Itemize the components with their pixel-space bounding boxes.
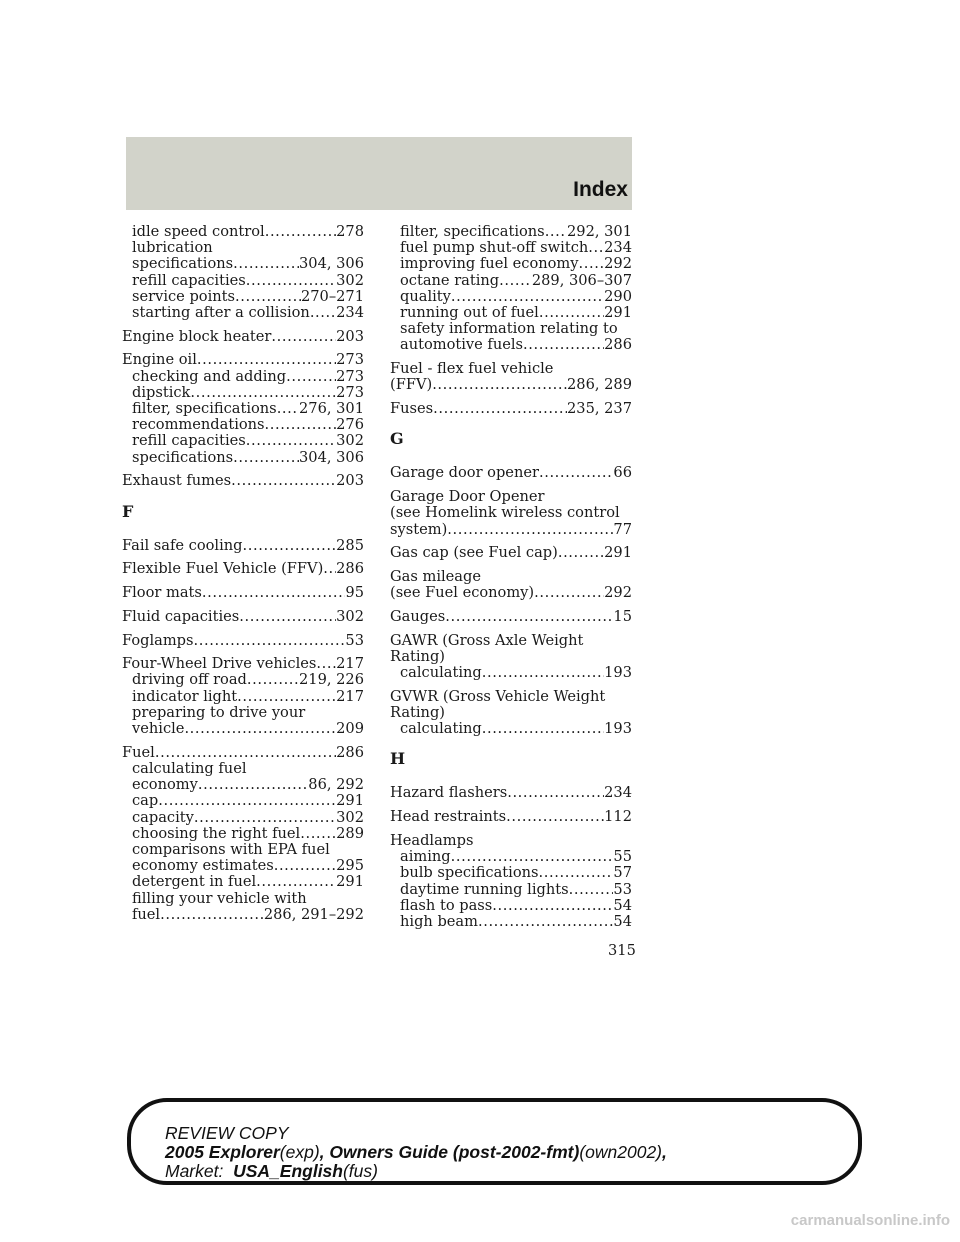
- index-page-ref: 290: [604, 287, 632, 305]
- index-term: Fail safe cooling: [122, 536, 243, 554]
- index-entry: [390, 785, 632, 801]
- leader-dots: [534, 585, 604, 601]
- leader-dots: [447, 522, 613, 538]
- index-page-ref: 57: [613, 864, 632, 882]
- index-term: (FFV): [390, 376, 433, 394]
- footer-market-code: (fus): [342, 1161, 378, 1181]
- leader-dots: [451, 849, 614, 865]
- index-subentry-line: [390, 665, 632, 681]
- index-section-letter: F: [122, 501, 134, 521]
- index-page-ref: 203: [336, 327, 364, 345]
- index-term: Exhaust fumes: [122, 472, 232, 490]
- leader-dots: [499, 273, 532, 289]
- leader-dots: [588, 240, 604, 256]
- leader-dots: [246, 433, 336, 449]
- index-entry: [122, 745, 364, 923]
- index-entry: [390, 609, 632, 625]
- index-subentry-line: [122, 826, 364, 842]
- index-page-ref: 276, 301: [299, 400, 364, 418]
- footer-sep: ,: [319, 1142, 330, 1162]
- index-term: Rating): [390, 647, 445, 665]
- index-entry: [122, 656, 364, 737]
- index-page-ref: 291: [336, 873, 364, 891]
- index-subentry-line: [122, 689, 364, 705]
- index-subentry-line: [390, 240, 632, 256]
- index-page-ref: 289: [336, 824, 364, 842]
- index-term: calculating: [400, 720, 482, 738]
- index-subentry-line: [122, 793, 364, 809]
- index-page-ref: 302: [336, 607, 364, 625]
- index-page-ref: 273: [336, 351, 364, 369]
- index-entry-line: [390, 569, 632, 585]
- index-subentry-line: [122, 240, 364, 256]
- leader-dots: [265, 224, 336, 240]
- leader-dots: [432, 377, 567, 393]
- index-term: Gas cap (see Fuel cap): [390, 544, 558, 562]
- leader-dots: [539, 865, 614, 881]
- index-column-right: [390, 224, 632, 938]
- index-subentry-line: [390, 898, 632, 914]
- index-page-ref: 278: [336, 223, 364, 240]
- index-subentry-line: [122, 842, 364, 858]
- index-entry-line: [122, 609, 364, 625]
- leader-dots: [492, 898, 613, 914]
- index-page-ref: 77: [613, 520, 632, 538]
- index-entry-line: [390, 785, 632, 801]
- index-term: vehicle: [132, 720, 185, 738]
- footer-model: 2005 Explorer: [165, 1142, 280, 1162]
- footer-sep: ,: [662, 1142, 667, 1162]
- leader-dots: [243, 538, 337, 554]
- index-term: Hazard flashers: [390, 784, 508, 802]
- leader-dots: [235, 289, 301, 305]
- leader-dots: [539, 465, 613, 481]
- index-entry-line: [122, 473, 364, 489]
- index-entry: [122, 609, 364, 625]
- index-subentry-line: [122, 721, 364, 737]
- index-term: Garage Door Opener: [390, 488, 545, 506]
- index-page-ref: 234: [336, 304, 364, 322]
- index-entry-line: [390, 489, 632, 505]
- leader-dots: [506, 809, 604, 825]
- index-page-ref: 235, 237: [567, 400, 632, 418]
- index-term: safety information relating to: [400, 320, 618, 338]
- index-entry-line: [390, 689, 632, 705]
- leader-dots: [310, 305, 336, 321]
- index-page-ref: 66: [613, 464, 632, 482]
- index-section-letter: G: [390, 429, 404, 449]
- index-entry: [122, 585, 364, 601]
- index-page-ref: 203: [336, 472, 364, 490]
- index-entry-line: [390, 705, 632, 721]
- index-page-ref: 304, 306: [299, 448, 364, 466]
- index-subentry-line: [390, 865, 632, 881]
- page-number: 315: [608, 942, 636, 959]
- index-subentry-line: [122, 289, 364, 305]
- index-page-ref: 217: [336, 687, 364, 705]
- index-entry-line: [122, 745, 364, 761]
- index-page-ref: 234: [604, 239, 632, 257]
- leader-dots: [247, 672, 299, 688]
- index-term: dipstick: [132, 383, 191, 401]
- index-term: (see Fuel economy): [390, 584, 535, 602]
- index-entry-line: [390, 545, 632, 561]
- leader-dots: [194, 633, 346, 649]
- index-entry-line: [122, 656, 364, 672]
- leader-dots: [286, 369, 336, 385]
- index-page-ref: 86, 292: [308, 776, 364, 794]
- index-page-ref: 286, 291–292: [263, 905, 364, 923]
- index-term: (see Homelink wireless control: [390, 504, 620, 522]
- index-entry: [390, 224, 632, 354]
- index-term: Fuses: [390, 400, 434, 418]
- leader-dots: [323, 561, 336, 577]
- index-subentry-line: [122, 761, 364, 777]
- leader-dots: [478, 914, 613, 930]
- leader-dots: [265, 417, 337, 433]
- index-page-ref: 112: [604, 808, 632, 826]
- leader-dots: [239, 609, 336, 625]
- index-term: preparing to drive your: [132, 703, 306, 721]
- index-page-ref: 193: [604, 720, 632, 738]
- index-entry-line: [122, 329, 364, 345]
- index-entry: [122, 329, 364, 345]
- leader-dots: [246, 273, 336, 289]
- index-page-ref: 270–271: [300, 287, 364, 305]
- index-page-ref: 286: [336, 743, 364, 761]
- index-entry: [122, 352, 364, 465]
- leader-dots: [523, 337, 604, 353]
- index-entry-line: [122, 561, 364, 577]
- index-entry-line: [390, 505, 632, 521]
- index-entry-line: [390, 401, 632, 417]
- index-term: specifications: [132, 448, 234, 466]
- index-subentry-line: [390, 914, 632, 930]
- leader-dots: [202, 585, 346, 601]
- leader-dots: [256, 874, 336, 890]
- index-entry-line: [390, 585, 632, 601]
- index-term: Engine oil: [122, 351, 197, 369]
- index-entry: [122, 633, 364, 649]
- index-term: filter, specifications: [132, 400, 277, 418]
- index-subentry-line: [122, 810, 364, 826]
- index-term: octane rating: [400, 271, 500, 289]
- index-term: filter, specifications: [400, 223, 545, 240]
- index-term: Flexible Fuel Vehicle (FFV): [122, 560, 324, 578]
- index-subentry-line: [122, 705, 364, 721]
- index-page-ref: 15: [613, 607, 632, 625]
- index-section-letter: H: [390, 749, 406, 769]
- index-term: Garage door opener: [390, 464, 539, 482]
- index-term: aiming: [400, 848, 451, 866]
- footer-market-label: Market:: [165, 1161, 224, 1181]
- index-subentry-line: [122, 417, 364, 433]
- index-page-ref: 53: [613, 880, 632, 898]
- index-entry: [390, 809, 632, 825]
- index-term: Fuel - flex fuel vehicle: [390, 360, 554, 378]
- index-column-left: [122, 224, 364, 931]
- index-page-ref: 53: [345, 631, 364, 649]
- index-term: fuel: [132, 905, 161, 923]
- index-entry-line: [390, 649, 632, 665]
- index-term: refill capacities: [132, 271, 246, 289]
- leader-dots: [233, 450, 299, 466]
- index-page-ref: 234: [604, 784, 632, 802]
- index-page-ref: 209: [336, 720, 364, 738]
- index-subentry-line: [390, 337, 632, 353]
- index-term: recommendations: [132, 416, 265, 434]
- index-term: Fuel: [122, 743, 155, 761]
- leader-dots: [507, 785, 604, 801]
- leader-dots: [155, 745, 336, 761]
- index-term: lubrication: [132, 239, 213, 257]
- index-page-ref: 292: [604, 255, 632, 273]
- leader-dots: [271, 329, 336, 345]
- index-term: calculating fuel: [132, 759, 247, 777]
- index-page-ref: 217: [336, 655, 364, 673]
- index-subentry-line: [122, 874, 364, 890]
- index-term: filling your vehicle with: [132, 889, 307, 907]
- index-subentry-line: [390, 273, 632, 289]
- index-page-ref: 292, 301: [567, 223, 632, 240]
- index-term: Four-Wheel Drive vehicles: [122, 655, 317, 673]
- index-entry-line: [390, 377, 632, 393]
- index-page-ref: 302: [336, 271, 364, 289]
- index-term: improving fuel economy: [400, 255, 579, 273]
- index-subentry-line: [390, 289, 632, 305]
- index-page-ref: 193: [604, 663, 632, 681]
- index-entry: [390, 361, 632, 393]
- leader-dots: [316, 656, 336, 672]
- index-term: Headlamps: [390, 831, 474, 849]
- index-entry-line: [390, 522, 632, 538]
- index-subentry-line: [390, 256, 632, 272]
- leader-dots: [194, 810, 336, 826]
- index-term: driving off road: [132, 671, 247, 689]
- leader-dots: [184, 721, 336, 737]
- index-entry: [390, 489, 632, 538]
- leader-dots: [558, 545, 604, 561]
- leader-dots: [579, 256, 605, 272]
- index-term: GAWR (Gross Axle Weight: [390, 631, 584, 649]
- footer-guide: Owners Guide (post-2002-fmt): [329, 1142, 580, 1162]
- index-term: flash to pass: [400, 896, 493, 914]
- index-entry-line: [390, 361, 632, 377]
- index-entry-line: [390, 633, 632, 649]
- index-term: cap: [132, 792, 159, 810]
- index-page-ref: 291: [336, 792, 364, 810]
- index-entry: [390, 545, 632, 561]
- index-entry-line: [390, 809, 632, 825]
- page-title: Index: [573, 178, 628, 201]
- leader-dots: [160, 907, 264, 923]
- index-term: automotive fuels: [400, 336, 524, 354]
- footer-market: USA_English: [233, 1161, 343, 1181]
- index-term: refill capacities: [132, 432, 246, 450]
- index-term: bulb specifications: [400, 864, 539, 882]
- index-subentry-line: [122, 385, 364, 401]
- index-term: starting after a collision: [132, 304, 310, 322]
- index-entry-line: [122, 538, 364, 554]
- index-subentry-line: [122, 224, 364, 240]
- index-page-ref: 295: [336, 857, 364, 875]
- index-entry-line: [122, 352, 364, 368]
- index-page-ref: 286: [336, 560, 364, 578]
- index-term: economy: [132, 776, 198, 794]
- index-term: GVWR (Gross Vehicle Weight: [390, 687, 606, 705]
- index-term: checking and adding: [132, 367, 287, 385]
- index-entry: [390, 833, 632, 930]
- leader-dots: [445, 609, 613, 625]
- leader-dots: [197, 352, 336, 368]
- index-term: Floor mats: [122, 584, 202, 602]
- index-page-ref: 55: [613, 848, 632, 866]
- index-subentry-line: [390, 321, 632, 337]
- index-subentry-line: [122, 256, 364, 272]
- index-term: Gauges: [390, 607, 446, 625]
- index-term: Head restraints: [390, 808, 507, 826]
- index-page-ref: 276: [336, 416, 364, 434]
- index-entry: [390, 689, 632, 738]
- leader-dots: [482, 721, 604, 737]
- footer-review-copy: REVIEW COPY: [165, 1123, 289, 1143]
- index-page-ref: 273: [336, 367, 364, 385]
- index-subentry-line: [390, 849, 632, 865]
- index-entry-line: [122, 633, 364, 649]
- index-entry: [390, 569, 632, 601]
- index-subentry-line: [390, 882, 632, 898]
- footer-model-code: (exp): [279, 1142, 320, 1162]
- index-subentry-line: [122, 401, 364, 417]
- index-term: choosing the right fuel: [132, 824, 301, 842]
- leader-dots: [539, 305, 604, 321]
- index-page-ref: 54: [613, 912, 632, 930]
- index-page-ref: 219, 226: [299, 671, 364, 689]
- leader-dots: [545, 224, 567, 240]
- index-page-ref: 289, 306–307: [531, 271, 632, 289]
- index-subentry-line: [122, 433, 364, 449]
- index-page-ref: 285: [336, 536, 364, 554]
- index-term: high beam: [400, 912, 478, 930]
- footer-text: [165, 1124, 667, 1181]
- index-term: daytime running lights: [400, 880, 569, 898]
- index-subentry-line: [390, 721, 632, 737]
- index-page-ref: 95: [345, 584, 364, 602]
- index-subentry-line: [122, 777, 364, 793]
- index-subentry-line: [122, 907, 364, 923]
- leader-dots: [451, 289, 604, 305]
- leader-dots: [233, 256, 299, 272]
- index-entry: [122, 473, 364, 489]
- index-entry-line: [390, 465, 632, 481]
- index-page-ref: 291: [604, 304, 632, 322]
- index-subentry-line: [122, 369, 364, 385]
- index-page-ref: 302: [336, 432, 364, 450]
- index-entry-line: [390, 833, 632, 849]
- index-term: running out of fuel: [400, 304, 539, 322]
- index-term: capacity: [132, 808, 194, 826]
- index-page-ref: 286: [604, 336, 632, 354]
- leader-dots: [158, 793, 336, 809]
- leader-dots: [277, 401, 299, 417]
- header-band: [126, 137, 632, 210]
- index-entry: [390, 465, 632, 481]
- index-subentry-line: [122, 450, 364, 466]
- leader-dots: [274, 858, 336, 874]
- index-subentry-line: [390, 305, 632, 321]
- index-entry: [122, 538, 364, 554]
- leader-dots: [198, 777, 308, 793]
- index-subentry-line: [122, 858, 364, 874]
- index-subentry-line: [122, 273, 364, 289]
- index-term: idle speed control: [132, 223, 265, 240]
- index-page-ref: 291: [604, 544, 632, 562]
- leader-dots: [569, 882, 614, 898]
- index-term: economy estimates: [132, 857, 274, 875]
- index-subentry-line: [122, 891, 364, 907]
- index-term: system): [390, 520, 448, 538]
- watermark: carmanualsonline.info: [790, 1212, 950, 1229]
- leader-dots: [237, 689, 336, 705]
- index-entry: [122, 561, 364, 577]
- index-entry: [122, 224, 364, 321]
- leader-dots: [190, 385, 336, 401]
- index-page-ref: 273: [336, 383, 364, 401]
- leader-dots: [482, 665, 604, 681]
- index-page-ref: 292: [604, 584, 632, 602]
- index-term: Rating): [390, 703, 445, 721]
- index-page-ref: 304, 306: [299, 255, 364, 273]
- leader-dots: [300, 826, 336, 842]
- index-term: Foglamps: [122, 631, 194, 649]
- index-subentry-line: [122, 305, 364, 321]
- index-page-ref: 54: [613, 896, 632, 914]
- index-term: comparisons with EPA fuel: [132, 841, 330, 858]
- footer-guide-code: (own2002): [579, 1142, 663, 1162]
- index-term: service points: [132, 287, 236, 305]
- index-entry: [390, 401, 632, 417]
- index-term: Fluid capacities: [122, 607, 240, 625]
- index-subentry-line: [390, 224, 632, 240]
- index-term: calculating: [400, 663, 482, 681]
- leader-dots: [231, 473, 336, 489]
- index-page-ref: 302: [336, 808, 364, 826]
- index-term: detergent in fuel: [132, 873, 257, 891]
- index-term: indicator light: [132, 687, 238, 705]
- leader-dots: [433, 401, 567, 417]
- index-term: quality: [400, 287, 451, 305]
- index-term: specifications: [132, 255, 234, 273]
- index-entry-line: [390, 609, 632, 625]
- index-entry-line: [122, 585, 364, 601]
- index-term: Gas mileage: [390, 567, 481, 585]
- index-term: fuel pump shut-off switch: [400, 239, 589, 257]
- index-entry: [390, 633, 632, 682]
- index-page-ref: 286, 289: [567, 376, 632, 394]
- index-subentry-line: [122, 672, 364, 688]
- index-term: Engine block heater: [122, 327, 272, 345]
